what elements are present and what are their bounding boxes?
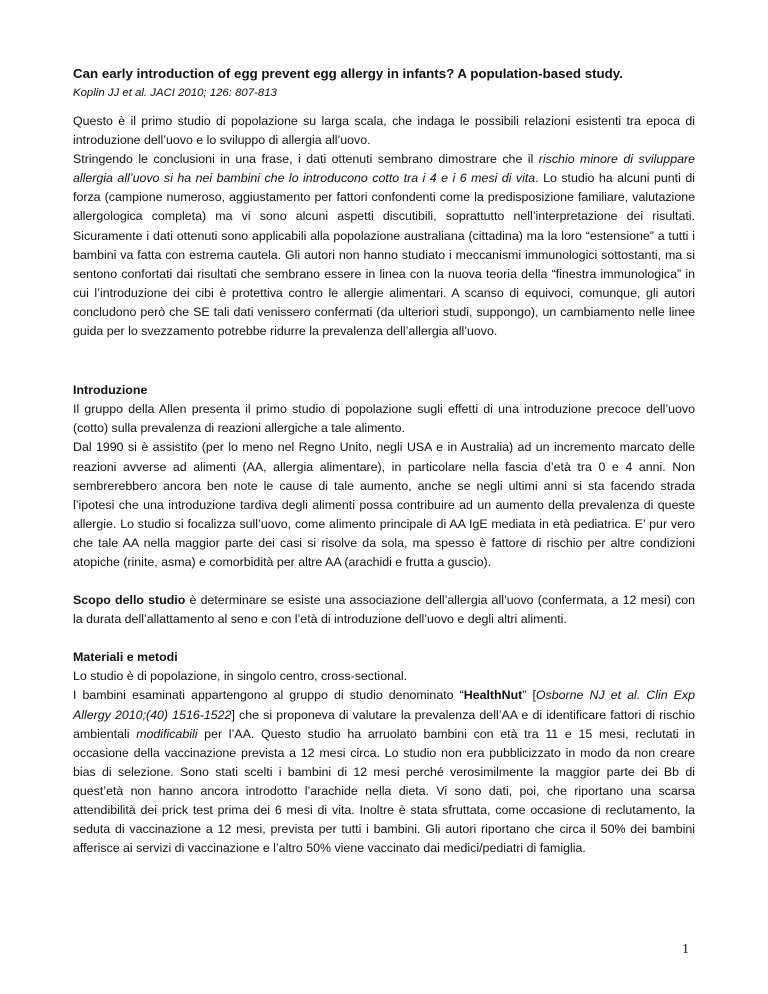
materiali-text-d: per l’AA. Questo studio ha arruolato bambini con età tra 11 e 15 mesi, reclutati in occasione della vaccinazione prevista a 12 mesi circa. Lo studio non era pubblicizzato in modo da non creare bias di selezione. Sono stati scelti i bambini di 12 mesi perché verosimilmente la maggior parte dei Bb di quest’età non hanno ancora introdotto l’arachide nella dieta. Vi sono dati, poi, che riportano una scarsa attendibilità dei prick test prima dei 6 mesi di vita. Inoltre è stata sfruttata, come occasione di reclutamento, la seduta di vaccinazione a 12 mesi, prevista per tutti i bambini. Gli autori riportano che circa il 50% dei bambini afferisce ai servizi di vaccinazione e l’altro 50% viene vaccinato dai medici/pediatri di famiglia.: [73, 726, 696, 856]
summary-text-3: . Lo studio ha alcuni punti di forza (campione numeroso, aggiustamento per fattori confondenti come la predisposizione familiare, valutazione allergologica completa) ma vi sono alcuni aspetti discutibili, soprattutto nell’interpretazione dei risultati. Sicuramente i dati ottenuti sono applicabili alla popolazione australiana (cittadina) ma la loro “estensione” a tutti i bambini va fatta con estrema cautela. Gli autori non hanno studiato i meccanismi immunologici sottostanti, ma si sentono confortati dai risultati che sembrano essere in linea con la nuova teoria della “finestra immunologica” in cui l’introduzione dei cibi è protettiva contro le allergie alimentari. A scanso di equivoci, comunque, gli autori concludono però che SE tali dati venissero confermati (da ulteriori studi, suppongo), un cambiamento nelle linee guida per lo svezzamento potrebbe ridurre la prevalenza dell’allergia all’uovo.: [73, 171, 695, 339]
summary-text-2: Stringendo le conclusioni in una frase, i dati ottenuti sembrano dimostrare che il: [73, 152, 539, 167]
summary-text-1: Questo è il primo studio di popolazione su larga scala, che indaga le possibili relazioni esistenti tra epoca di introduzione dell’uovo e lo sviluppo di allergia all’uovo.: [73, 114, 695, 148]
intro-paragraph-2: Dal 1990 si è assistito (per lo meno nel Regno Unito, negli USA e in Australia) ad un incremento marcato delle reazioni avverse ad alimenti (AA, allergia alimentare), in particolare nella fascia d’età tra 0 e 4 anni. Non sembrerebbero ancora ben note le cause di tale aumento, anche se negli ultimi anni si sta facendo strada l’ipotesi che una introduzione tardiva degli alimenti possa contribuire ad un aumento della prevalenza di queste allergie. Lo studio si focalizza sull’uovo, come alimento principale di AA IgE mediata in età pediatrica. E’ pur vero che tale AA nella maggior parte dei casi si risolve da sola, ma spesso è fattore di rischio per altre condizioni atopiche (rinite, asma) e comorbidità per altre AA (arachidi e frutta a guscio).: [73, 440, 695, 569]
osborne-citation: Osborne NJ et al. Clin Exp Allergy 2010;(40) 1516-1522: [73, 688, 696, 722]
materiali-text-c: ] che si proponeva di valutare la prevalenza dell’AA e di identificare fattori di rischio ambientali: [73, 707, 695, 741]
section-heading-materiali: Materiali e metodi: [73, 650, 178, 665]
summary-paragraph: [73, 112, 695, 341]
materiali-text-b: ” [: [522, 688, 536, 703]
article-citation: Koplin JJ et al. JACI 2010; 126: 807-813: [73, 87, 277, 99]
healthnut-label: HealthNut: [463, 688, 523, 703]
modificabili-italic: modificabili: [136, 726, 198, 741]
intro-paragraph-1: Il gruppo della Allen presenta il primo studio di popolazione sugli effetti di una introduzione precoce dell’uovo (cotto) sulla prevalenza di reazioni allergiche a tale alimento.: [73, 402, 695, 436]
section-heading-scopo: Scopo dello studio: [73, 593, 186, 608]
section-heading-introduzione: Introduzione: [73, 383, 148, 398]
materiali-text-a: I bambini esaminati appartengono al gruppo di studio denominato “: [73, 688, 464, 703]
materiali-paragraph-1: Lo studio è di popolazione, in singolo centro, cross-sectional.: [73, 669, 408, 684]
document-page: [73, 64, 695, 858]
page-number: 1: [682, 942, 689, 957]
scopo-paragraph: [73, 591, 695, 629]
scopo-text: è determinare se esiste una associazione dell’allergia all’uovo (confermata, a 12 mesi) con la durata dell’allattamento al seno e con l’età di introduzione dell’uovo e degli altri alimenti.: [73, 593, 695, 627]
summary-italic: rischio minore di sviluppare allergia all’uovo si ha nei bambini che lo introducono cotto tra i 4 e i 6 mesi di vita: [73, 152, 695, 186]
article-title: Can early introduction of egg prevent egg allergy in infants? A population-based study.: [73, 66, 623, 81]
materiali-paragraph-2: [73, 686, 695, 858]
